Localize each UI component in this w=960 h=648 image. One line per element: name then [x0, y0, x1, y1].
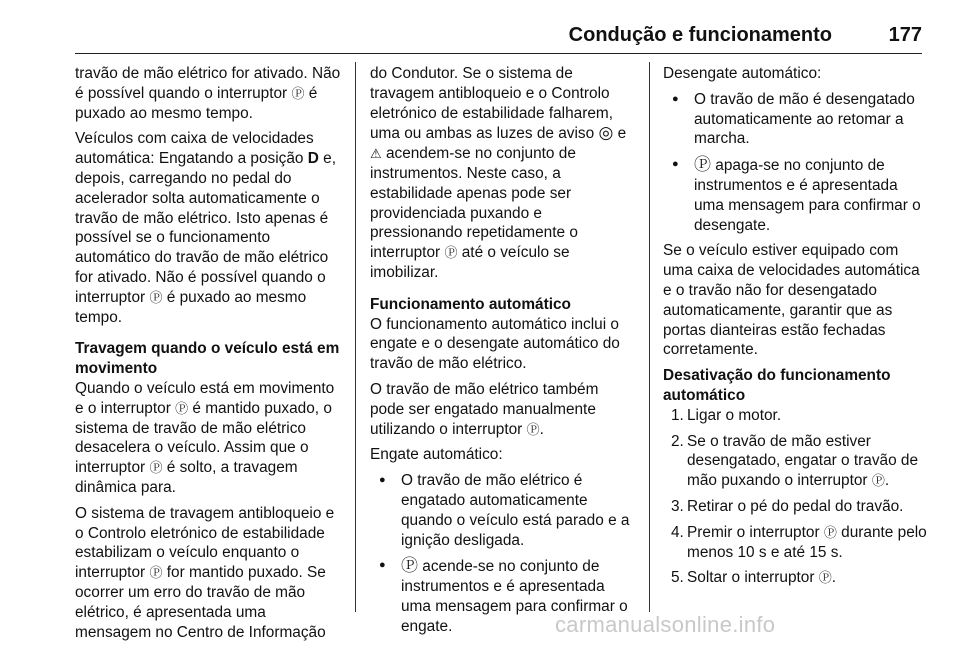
- list-item: 4. Premir o interruptor Ⓟ durante pelo menos 10 s e até 15 s.: [671, 523, 927, 561]
- section-heading: Desativação do funcionamento automático: [663, 367, 891, 404]
- paragraph: Se o veículo estiver equipado com uma caixa de velocidades automática e o travão não for desengatado automaticamente, garantir que as portas dianteiras estão fechadas corretamente.: [663, 242, 920, 359]
- list-item: 3. Retirar o pé do pedal do travão.: [671, 497, 904, 515]
- list-item: 2. Se o travão de mão estiver desengatado, engatar o travão de mão puxando o interruptor Ⓟ.: [671, 432, 919, 490]
- list-item: ● Ⓟ acende-se no conjunto de instrumentos e é apresentada uma mensagem para confirmar o engate.: [370, 556, 635, 636]
- column-divider: [649, 62, 650, 612]
- parking-brake-switch-icon: Ⓟ: [291, 85, 305, 101]
- page-header: [75, 22, 922, 58]
- paragraph: O funcionamento automático inclui o engate e o desengate automático do travão de mão elétrico.: [370, 315, 620, 373]
- section-heading: Funcionamento automático: [370, 295, 571, 313]
- header-rule: [75, 53, 922, 54]
- paragraph: Engate automático:: [370, 446, 503, 464]
- list-item: 5. Soltar o interruptor Ⓟ.: [671, 569, 837, 587]
- esc-warning-icon: ⚠: [370, 146, 382, 162]
- parking-brake-switch-icon: Ⓟ: [526, 421, 540, 437]
- parking-brake-switch-icon: Ⓟ: [149, 460, 163, 476]
- list-item: ● O travão de mão elétrico é engatado automaticamente quando o veículo está parado e a ignição desligada.: [370, 471, 635, 550]
- parking-brake-switch-icon: Ⓟ: [444, 245, 458, 261]
- column-divider: [355, 62, 356, 612]
- paragraph: O travão de mão elétrico também pode ser engatado manualmente utilizando o interruptor Ⓟ.: [370, 380, 599, 438]
- parking-brake-switch-icon: Ⓟ: [149, 289, 163, 305]
- paragraph: O sistema de travagem antibloqueio e o Controlo eletrónico de estabilidade estabilizam o veículo enquanto o interruptor Ⓟ for mantido puxado. Se ocorrer um erro do travão de mão elétrico, é apresentada uma mensagem no Centro de Informação: [75, 504, 335, 641]
- parking-brake-lamp-icon: Ⓟ: [401, 556, 418, 576]
- list-item: ● O travão de mão é desengatado automaticamente ao retomar a marcha.: [663, 90, 928, 149]
- watermark: carmanualsonline.info: [555, 612, 776, 637]
- abs-warning-icon: ◎: [598, 123, 614, 143]
- parking-brake-switch-icon: Ⓟ: [149, 565, 163, 581]
- page-title: Condução e funcionamento: [568, 24, 832, 46]
- paragraph: Quando o veículo está em movimento e o interruptor Ⓟ é mantido puxado, o sistema de travão de mão elétrico desacelera o veículo. Assim que o interruptor Ⓟ é solto, a travagem dinâmica para.: [75, 379, 335, 496]
- paragraph: do Condutor. Se o sistema de travagem antibloqueio e o Controlo eletrónico de estabilidade falharem, uma ou ambas as luzes de aviso ◎ e ⚠ acendem-se no conjunto de instrumentos. Neste caso, a estabilidade apenas pode ser providenciada puxando e pressionando repetidamente o interruptor Ⓟ até o veículo se imobilizar.: [370, 65, 627, 281]
- list-item: 1. Ligar o motor.: [671, 406, 782, 424]
- column-1: [75, 64, 343, 648]
- paragraph: travão de mão elétrico for ativado. Não é possível quando o interruptor Ⓟ é puxado ao mesmo tempo.: [75, 65, 341, 122]
- parking-brake-switch-icon: Ⓟ: [823, 524, 837, 540]
- paragraph: Veículos com caixa de velocidades automática: Engatando a posição D e, depois, carregando no pedal do acelerador solta automaticamente o travão de mão elétrico. Isto apenas é possível se o funcionamento automático do travão de mão elétrico for ativado. Não é possível quando o interruptor Ⓟ é puxado ao mesmo tempo.: [75, 130, 336, 326]
- column-2: [370, 64, 635, 643]
- column-3: [663, 64, 928, 594]
- parking-brake-switch-icon: Ⓟ: [175, 400, 189, 416]
- list-item: ● Ⓟ apaga-se no conjunto de instrumentos e é apresentada uma mensagem para confirmar o desengate.: [663, 155, 928, 235]
- parking-brake-switch-icon: Ⓟ: [871, 473, 885, 489]
- page-number: 177: [888, 24, 922, 46]
- paragraph: Desengate automático:: [663, 65, 822, 82]
- parking-brake-lamp-icon: Ⓟ: [694, 155, 711, 175]
- section-heading: Travagem quando o veículo está em movimento: [75, 340, 340, 378]
- parking-brake-switch-icon: Ⓟ: [818, 570, 832, 586]
